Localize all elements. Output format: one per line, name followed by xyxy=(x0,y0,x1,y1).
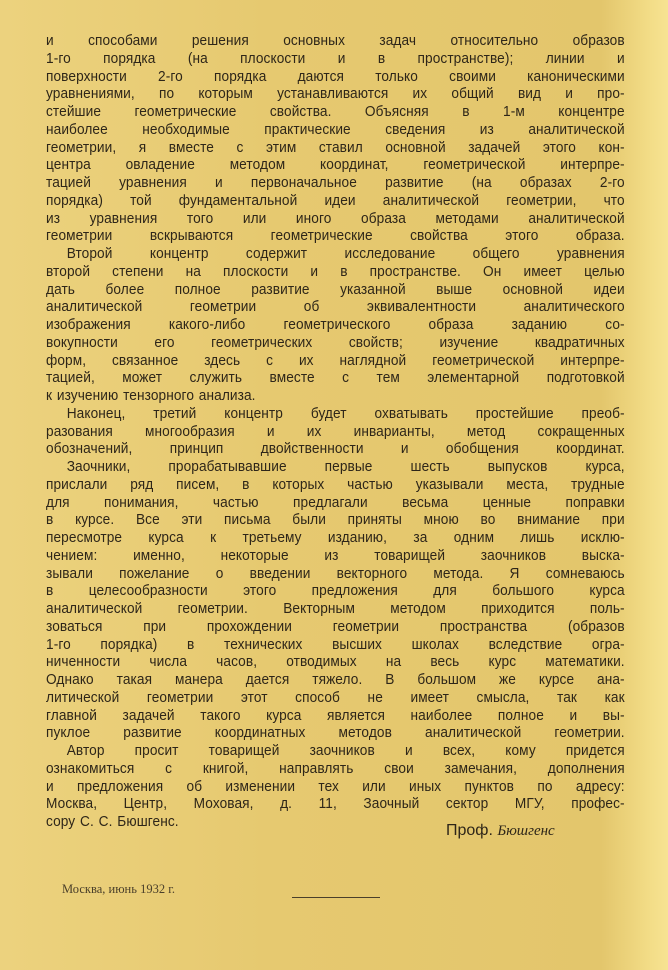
text-line: Однако такая манера дается тяжело. В большом же курсе ана- xyxy=(46,671,625,688)
text-line: тацией, может служить вместе с тем элементарной подготовкой xyxy=(46,369,625,387)
text-line: сору С. С. Бюшгенс. xyxy=(46,813,179,830)
text-line: 1-го порядка) в технических высших школах вследствие огра- xyxy=(46,635,625,653)
text-line: вокупности его геометрических свойств; изучение квадратичных xyxy=(46,333,625,351)
text-line: Москва, Центр, Моховая, д. 11, Заочный сектор МГУ, профес- xyxy=(46,795,625,813)
text-line: Автор просит товарищей заочников и всех, кому придется xyxy=(66,742,625,759)
text-line: чением: именно, некоторые из товарищей заочников выска- xyxy=(46,546,625,564)
document-body xyxy=(46,32,625,831)
text-line: изображения какого-либо геометрического образа заданию со- xyxy=(46,316,625,333)
text-line: геометрии, я вместе с этим ставил основной задачей этого кон- xyxy=(46,138,625,156)
text-line: ознакомиться с книгой, направлять свои замечания, дополнения xyxy=(46,759,625,777)
text-line: геометрии вскрываются геометрические свойства этого образа. xyxy=(46,227,625,245)
text-line: форм, связанное здесь с их наглядной геометрической интерпре- xyxy=(46,351,625,369)
text-line: аналитической геометрии об эквивалентности аналитического xyxy=(46,298,625,316)
text-line: прислали ряд писем, в которых частью указывали места, трудные xyxy=(46,475,625,493)
text-line: в курсе. Все эти письма были приняты мною во внимание при xyxy=(46,511,625,529)
signature xyxy=(446,822,555,840)
text-line: главной задачей такого курса является наиболее полное и вы- xyxy=(46,706,625,724)
text-line: 1-го порядка (на плоскости и в пространстве); линии и xyxy=(46,49,625,67)
signature-title: Проф. xyxy=(446,822,493,839)
text-line: из уравнения того или иного образа методами аналитической xyxy=(46,209,625,227)
text-line: и предложения об изменении тех или иных пунктов по адресу: xyxy=(46,777,625,795)
text-line: для понимания, частью предлагали весьма ценные поправки xyxy=(46,493,625,511)
text-line: к изучению тензорного анализа. xyxy=(46,387,256,404)
text-line: наиболее необходимые практические сведения из аналитической xyxy=(46,120,625,138)
text-line: дать более полное развитие указанной выше основной идеи xyxy=(46,280,625,298)
text-line: ниченности числа часов, отводимых на весь курс математики. xyxy=(46,653,625,671)
text-line: поверхности 2-го порядка даются только своими каноническими xyxy=(46,67,625,85)
text-line: стейшие геометрические свойства. Объясняя в 1-м концентре xyxy=(46,103,625,120)
text-line: Заочники, прорабатывавшие первые шесть выпусков курса, xyxy=(66,458,625,475)
text-line: разования многообразия и их инварианты, метод сокращенных xyxy=(46,422,625,440)
text-line: в целесообразности этого предложения для большого курса xyxy=(46,582,625,600)
text-line: аналитической геометрии. Векторным методом приходится поль- xyxy=(46,600,625,617)
text-line: Второй концентр содержит исследование общего уравнения xyxy=(66,245,625,262)
text-line: порядка) той фундаментальной идеи аналитической геометрии, что xyxy=(46,191,625,209)
text-line: тацией уравнения и первоначальное развитие (на образах 2-го xyxy=(46,174,625,191)
text-line: центра овладение методом координат, геометрической интерпре- xyxy=(46,156,625,174)
text-line: пересмотре курса к третьему изданию, за одним лишь исклю- xyxy=(46,529,625,546)
text-line: литической геометрии этот способ не имеет смысла, так как xyxy=(46,688,625,706)
text-line: обозначений, принцип двойственности и обобщения координат. xyxy=(46,440,625,458)
text-line: уравнениями, по которым устанавливаются их общий вид и про- xyxy=(46,85,625,103)
signature-name: Бюшгенс xyxy=(497,823,555,839)
text-line: и способами решения основных задач относительно образов xyxy=(46,32,625,49)
text-line: пуклое развитие координатных методов аналитической геометрии. xyxy=(46,724,625,742)
text-line: Наконец, третий концентр будет охватывать простейшие преоб- xyxy=(66,404,625,422)
text-line: второй степени на плоскости и в пространстве. Он имеет целью xyxy=(46,262,625,280)
place-date: Москва, июнь 1932 г. xyxy=(62,882,176,896)
divider-line xyxy=(292,897,380,898)
text-line: зоваться при прохождении геометрии пространства (образов xyxy=(46,617,625,635)
text-line: зывали пожелание о введении векторного метода. Я сомневаюсь xyxy=(46,564,625,582)
